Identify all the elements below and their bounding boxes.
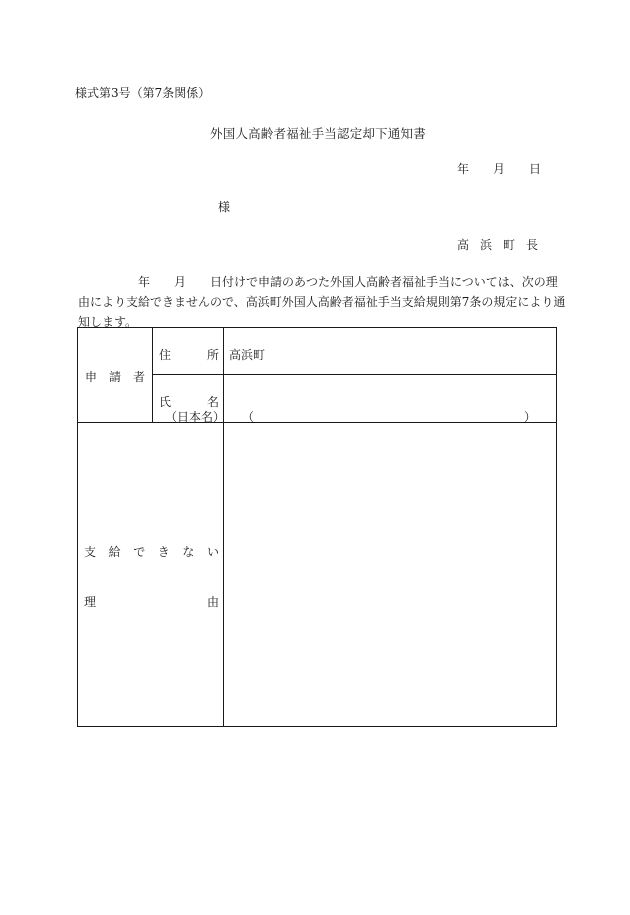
document-title: 外国人高齢者福祉手当認定却下通知書 [210,126,426,141]
date-line [457,160,541,177]
address-value: 高浜町 [229,348,266,362]
date-year: 年 [457,162,470,176]
issuer-char: 町 [503,238,516,252]
body-line: 年 月 日付けで申請のあつた外国人高齢者福祉手当については、次の理 [78,275,558,289]
issuer-char: 浜 [480,238,493,252]
address-label: 住 所 [159,348,219,362]
addressee-honorific: 様 [218,200,231,214]
address-value-cell[interactable] [224,328,557,375]
reason-label-line1: 支 給 で き な い [84,545,219,559]
paren-close: ） [523,410,536,424]
issuer-char: 長 [526,238,539,252]
applicant-label-cell [78,328,153,423]
applicant-form-table [77,327,557,727]
notice-body [78,272,566,332]
japanese-name-label: （日本名） [165,410,226,424]
issuer-char: 高 [457,238,470,252]
body-line: 知します。 [78,315,138,329]
date-month: 月 [493,162,506,176]
issuer-name [457,236,549,253]
body-line: 由により支給できませんので、高浜町外国人高齢者福祉手当支給規則第7条の規定により通 [78,295,566,309]
table-row [78,328,557,375]
reason-label-cell [78,423,224,727]
applicant-label: 申 請 者 [85,370,145,384]
reason-value-cell[interactable] [224,423,557,727]
name-label: 氏 名 [159,395,219,409]
reason-label-line2: 理 由 [84,595,219,609]
name-value-cell[interactable] [224,375,557,423]
date-day: 日 [529,162,542,176]
address-label-cell [153,328,224,375]
form-number: 様式第3号（第7条関係） [75,86,211,100]
name-label-cell [153,375,224,423]
table-row [78,423,557,727]
paren-open: （ [242,410,255,424]
